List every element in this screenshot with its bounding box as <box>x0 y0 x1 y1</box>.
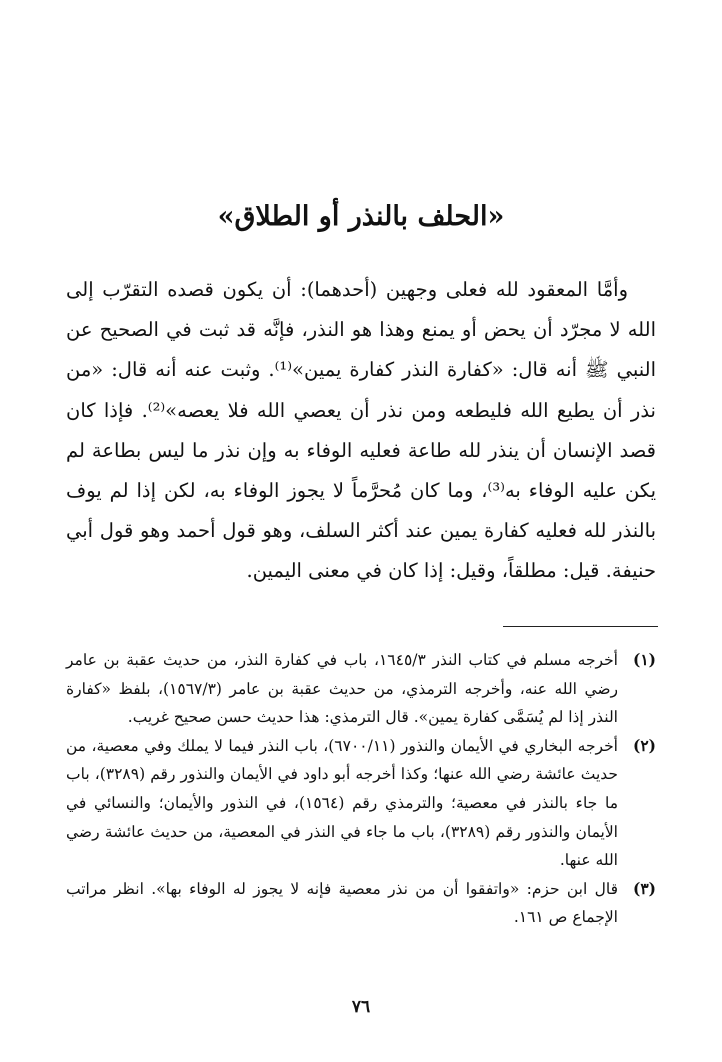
page-number: ٧٦ <box>351 997 371 1017</box>
body-paragraph: وأمَّا المعقود لله فعلى وجهين (أحدهما): أن يكون قصده التقرّب إلى الله لا مجرّد أن يحض أو يمنع وهذا هو النذر، فإنَّه قد ثبت في الصحيح عن النبي ﷺ أنه قال: «كفارة النذر كفارة يمين»⁽¹⁾. وثبت عنه أنه قال: «من نذر أن يطيع الله فليطعه ومن نذر أن يعصي الله فلا يعصه»⁽²⁾. فإذا كان قصد الإنسان أن ينذر لله طاعة فعليه الوفاء به وإن نذر ما ليس بطاعة لم يكن عليه الوفاء به⁽³⁾، وما كان مُحرَّماً لا يجوز الوفاء به، لكن إذا لم يوف بالنذر لله فعليه كفارة يمين عند أكثر السلف، وهو قول أحمد وهو قول أبي حنيفة. قيل: مطلقاً، وقيل: إذا كان في معنى اليمين. <box>66 278 656 583</box>
footnotes-list <box>66 646 656 932</box>
footnote-text: أخرجه البخاري في الأيمان والنذور (٦٧٠٠/١١)، باب النذر فيما لا يملك وفي معصية، من حديث عائشة رضي الله عنها؛ وكذا أخرجه أبو داود في الأيمان والنذور رقم (٣٢٨٩)، باب ما جاء بالنذر في معصية؛ والترمذي رقم (١٥٦٤)، في النذور والأيمان؛ والنسائي في الأيمان والنذور رقم (٣٢٨٩)، باب ما جاء في النذر في المعصية، من حديث عائشة رضي الله عنها. <box>66 736 618 870</box>
footnote-2 <box>66 732 656 875</box>
footnote-number: (٢) <box>632 735 656 755</box>
footnote-separator <box>503 626 658 627</box>
section-title: «الحلف بالنذر أو الطلاق» <box>217 201 505 232</box>
footnote-number: (٣) <box>632 878 656 898</box>
footnote-3 <box>66 875 656 932</box>
footnote-1 <box>66 646 656 732</box>
footnote-text: أخرجه مسلم في كتاب النذر ١٦٤٥/٣، باب في كفارة النذر، من حديث عقبة بن عامر رضي الله عنه، وأخرجه الترمذي، من حديث عقبة بن عامر (١٥٦٧/٣)، بلفظ «كفارة النذر إذا لم يُسَمَّى كفارة يمين». قال الترمذي: هذا حديث حسن صحيح غريب. <box>66 651 619 727</box>
main-text <box>66 270 656 592</box>
footnote-number: (١) <box>632 650 656 669</box>
footnote-text: قال ابن حزم: «واتفقوا أن من نذر معصية فإنه لا يجوز له الوفاء بها». انظر مراتب الإجماع ص ١٦١. <box>66 879 618 927</box>
